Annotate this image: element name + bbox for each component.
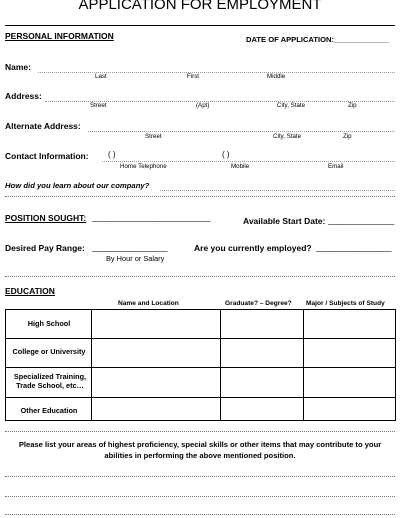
divider xyxy=(5,431,395,432)
employed-label: Are you currently employed? xyxy=(194,243,312,253)
form-title: APPLICATION FOR EMPLOYMENT xyxy=(78,0,322,13)
proficiency-line-3[interactable] xyxy=(5,514,395,515)
name-label: Name: xyxy=(5,62,31,72)
college-major-cell[interactable] xyxy=(304,339,395,367)
alt-address-sub-street: Street xyxy=(145,133,162,140)
address-sub-zip: Zip xyxy=(348,102,357,109)
employed-field[interactable]: ________________ xyxy=(316,242,392,252)
high-school-name-cell[interactable] xyxy=(92,310,220,338)
address-label: Address: xyxy=(5,91,42,101)
contact-sub-email: Email xyxy=(328,163,344,170)
alt-address-field[interactable] xyxy=(88,131,395,132)
start-date-label: Available Start Date: xyxy=(243,216,326,226)
referral-field[interactable] xyxy=(160,190,395,191)
start-date-field[interactable]: ______________ xyxy=(328,215,395,225)
address-sub-city-state: City, State xyxy=(277,102,306,109)
education-heading: EDUCATION xyxy=(5,286,55,296)
edu-row-high-school: High School xyxy=(27,319,71,328)
home-phone-paren: ( ) xyxy=(108,150,116,159)
edu-row-college: College or University xyxy=(12,347,86,356)
contact-label: Contact Information: xyxy=(5,151,89,161)
address-sub-apt: (Apt) xyxy=(196,102,210,109)
mobile-paren: ( ) xyxy=(222,150,230,159)
edu-col-graduate: Graduate? – Degree? xyxy=(225,300,292,307)
divider xyxy=(5,196,395,197)
pay-range-label: Desired Pay Range: xyxy=(5,243,85,253)
edu-col-major: Major / Subjects of Study xyxy=(306,300,385,307)
personal-heading: PERSONAL INFORMATION xyxy=(5,31,114,41)
education-table xyxy=(5,309,396,421)
position-sought-label: POSITION SOUGHT: xyxy=(5,213,87,223)
contact-sub-mobile: Mobile xyxy=(231,163,250,170)
divider xyxy=(5,276,395,277)
title-rule xyxy=(5,25,395,26)
edu-col-name: Name and Location xyxy=(118,300,179,307)
alt-address-sub-zip: Zip xyxy=(343,133,352,140)
alt-address-sub-city-state: City, State xyxy=(273,133,302,140)
pay-note: By Hour or Salary xyxy=(106,254,165,263)
proficiency-line-1[interactable] xyxy=(5,476,395,477)
specialized-degree-cell[interactable] xyxy=(221,368,303,397)
referral-label: How did you learn about our company? xyxy=(5,181,150,190)
other-degree-cell[interactable] xyxy=(221,398,303,420)
date-of-application-field[interactable]: DATE OF APPLICATION:_____________ xyxy=(246,35,389,44)
specialized-major-cell[interactable] xyxy=(304,368,395,397)
name-sub-first: First xyxy=(187,73,200,80)
high-school-major-cell[interactable] xyxy=(304,310,395,338)
specialized-name-cell[interactable] xyxy=(92,368,220,397)
position-sought-field[interactable]: _________________________ xyxy=(92,212,211,222)
contact-field[interactable] xyxy=(102,161,395,162)
contact-sub-home-telephone: Home Telephone xyxy=(120,163,167,170)
other-name-cell[interactable] xyxy=(92,398,220,420)
other-major-cell[interactable] xyxy=(304,398,395,420)
name-sub-last: Last xyxy=(95,73,107,80)
college-name-cell[interactable] xyxy=(92,339,220,367)
alt-address-label: Alternate Address: xyxy=(5,121,81,131)
proficiency-line-2[interactable] xyxy=(5,496,395,497)
address-sub-street: Street xyxy=(90,102,107,109)
name-field[interactable] xyxy=(38,72,395,73)
name-sub-middle: Middle xyxy=(267,73,286,80)
edu-row-other: Other Education xyxy=(20,406,78,415)
proficiency-instructions: Please list your areas of highest proficiency, special skills or other items that may contribute to your abilities in performing the above mentioned position. xyxy=(18,440,382,460)
college-degree-cell[interactable] xyxy=(221,339,303,367)
high-school-degree-cell[interactable] xyxy=(221,310,303,338)
edu-row-specialized: Specialized Training, Trade School, etc… xyxy=(13,372,87,390)
pay-range-field[interactable]: ________________ xyxy=(92,242,168,252)
